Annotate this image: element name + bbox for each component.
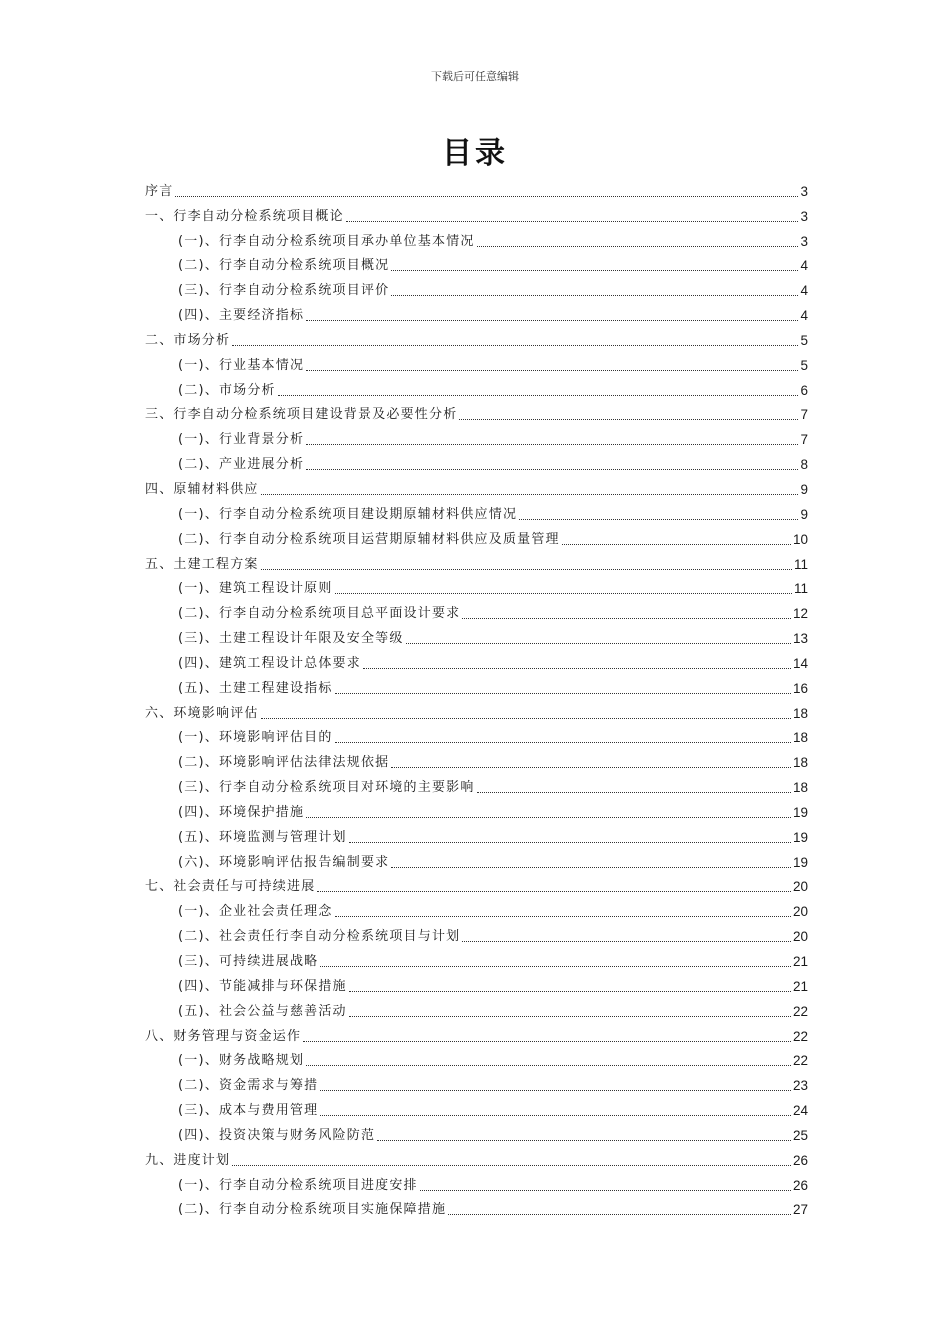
toc-page-number: 5 <box>800 332 808 348</box>
toc-dot-leader <box>303 1041 791 1042</box>
toc-dot-leader <box>349 1016 791 1017</box>
toc-dot-leader <box>519 519 798 520</box>
toc-page-number: 20 <box>792 904 808 920</box>
toc-dot-leader <box>377 1140 791 1141</box>
toc-entry-text: (三)、成本与费用管理 <box>178 1103 319 1119</box>
toc-entry[interactable] <box>145 1021 808 1046</box>
toc-entry[interactable] <box>145 474 808 499</box>
toc-dot-leader <box>261 718 791 719</box>
toc-dot-leader <box>335 916 791 917</box>
toc-entry-text: (三)、行李自动分检系统项目评价 <box>178 283 390 299</box>
toc-entry-text: 三、行李自动分检系统项目建设背景及必要性分析 <box>145 407 458 423</box>
toc-page-number: 20 <box>792 879 808 895</box>
toc-entry[interactable] <box>145 424 808 449</box>
toc-page-number: 6 <box>800 382 808 398</box>
toc-entry-text: (四)、建筑工程设计总体要求 <box>178 655 361 671</box>
toc-entry-text: 一、行李自动分检系统项目概论 <box>145 208 344 224</box>
toc-dot-leader <box>363 668 791 669</box>
toc-entry[interactable] <box>145 1145 808 1170</box>
toc-title: 目录 <box>442 136 508 171</box>
toc-entry-text: (二)、产业进展分析 <box>178 457 305 473</box>
toc-page-number: 3 <box>800 208 808 224</box>
toc-dot-leader <box>349 842 791 843</box>
toc-entry[interactable] <box>145 623 808 648</box>
toc-entry-text: (一)、企业社会责任理念 <box>178 904 333 920</box>
toc-entry[interactable] <box>145 300 808 325</box>
toc-entry-text: (四)、环境保护措施 <box>178 804 305 820</box>
toc-page-number: 22 <box>792 1053 808 1069</box>
toc-entry[interactable] <box>145 549 808 574</box>
toc-entry-text: (一)、行业基本情况 <box>178 357 305 373</box>
toc-page-number: 20 <box>792 929 808 945</box>
toc-dot-leader <box>459 419 798 420</box>
toc-entry[interactable] <box>145 524 808 549</box>
toc-entry-text: (五)、社会公益与慈善活动 <box>178 1003 347 1019</box>
toc-entry-text: 六、环境影响评估 <box>145 705 259 721</box>
toc-entry[interactable] <box>145 375 808 400</box>
toc-entry-text: 五、土建工程方案 <box>145 556 259 572</box>
toc-entry-text: (三)、可持续进展战略 <box>178 954 319 969</box>
toc-dot-leader <box>306 469 798 470</box>
toc-page-number: 21 <box>792 954 808 969</box>
toc-entry-text: 四、原辅材料供应 <box>145 481 259 497</box>
toc-page-number: 26 <box>792 1177 808 1193</box>
toc-page-number: 26 <box>792 1152 808 1168</box>
toc-entry[interactable] <box>145 921 808 946</box>
toc-entry[interactable] <box>145 350 808 375</box>
toc-entry[interactable] <box>145 574 808 599</box>
toc-dot-leader <box>306 370 798 371</box>
toc-page-number: 3 <box>800 233 808 249</box>
toc-dot-leader <box>391 767 791 768</box>
toc-page-number: 19 <box>792 854 808 870</box>
toc-dot-leader <box>391 867 791 868</box>
toc-entry-text: (六)、环境影响评估报告编制要求 <box>178 854 390 870</box>
toc-dot-leader <box>320 1090 791 1091</box>
toc-page-number: 16 <box>792 680 808 696</box>
toc-entry-text: (五)、环境监测与管理计划 <box>178 829 347 845</box>
toc-entry-text: (二)、社会责任行李自动分检系统项目与计划 <box>178 929 461 945</box>
toc-page-number: 8 <box>800 457 808 473</box>
toc-page-number: 18 <box>792 755 808 771</box>
toc-entry[interactable] <box>145 325 808 350</box>
toc-entry-text: (一)、建筑工程设计原则 <box>178 581 333 597</box>
toc-entry-text: (一)、行李自动分检系统项目承办单位基本情况 <box>178 233 475 249</box>
toc-entry-text: (二)、行李自动分检系统项目总平面设计要求 <box>178 606 461 622</box>
toc-entry-text: (二)、市场分析 <box>178 382 276 398</box>
toc-entry[interactable] <box>145 996 808 1021</box>
toc-entry[interactable] <box>145 797 808 822</box>
toc-entry[interactable] <box>145 176 808 201</box>
toc-entry-text: (四)、投资决策与财务风险防范 <box>178 1127 376 1143</box>
toc-dot-leader <box>232 1165 791 1166</box>
toc-entry[interactable] <box>145 449 808 474</box>
toc-entry[interactable] <box>145 698 808 723</box>
toc-dot-leader <box>391 295 798 296</box>
toc-entry-text: (五)、土建工程建设指标 <box>178 680 333 696</box>
toc-dot-leader <box>477 792 791 793</box>
toc-dot-leader <box>320 966 791 967</box>
toc-entry-text: (二)、资金需求与筹措 <box>178 1078 319 1094</box>
toc-entry[interactable] <box>145 275 808 300</box>
toc-dot-leader <box>232 345 798 346</box>
toc-page-number: 18 <box>792 730 808 746</box>
toc-entry-text: 二、市场分析 <box>145 332 231 348</box>
toc-dot-leader <box>391 270 798 271</box>
toc-entry[interactable] <box>145 201 808 226</box>
toc-entry[interactable] <box>145 400 808 425</box>
toc-entry[interactable] <box>145 1046 808 1071</box>
toc-entry[interactable] <box>145 1120 808 1145</box>
toc-entry-text: (四)、节能减排与环保措施 <box>178 978 347 994</box>
toc-entry-text: (一)、财务战略规划 <box>178 1053 305 1069</box>
toc-dot-leader <box>261 569 792 570</box>
toc-entry-text: (一)、行李自动分检系统项目进度安排 <box>178 1177 418 1193</box>
toc-page-number: 19 <box>792 804 808 820</box>
toc-dot-leader <box>346 221 799 222</box>
toc-entry-text: (四)、主要经济指标 <box>178 308 305 324</box>
toc-page-number: 10 <box>792 531 808 547</box>
toc-entry[interactable] <box>145 1070 808 1095</box>
toc-dot-leader <box>278 395 799 396</box>
toc-dot-leader <box>462 618 791 619</box>
toc-page-number: 7 <box>800 432 808 448</box>
toc-page-number: 4 <box>800 283 808 299</box>
toc-entry-text: 八、财务管理与资金运作 <box>145 1028 302 1044</box>
toc-entry[interactable] <box>145 648 808 673</box>
toc-page-number: 11 <box>793 581 808 597</box>
toc-entry[interactable] <box>145 723 808 748</box>
toc-entry-text: (三)、土建工程设计年限及安全等级 <box>178 631 404 647</box>
toc-entry[interactable] <box>145 1095 808 1120</box>
toc-page-number: 9 <box>800 481 808 497</box>
toc-entry[interactable] <box>145 896 808 921</box>
toc-entry[interactable] <box>145 499 808 524</box>
toc-page-number: 13 <box>792 631 808 647</box>
toc-entry-text: (二)、环境影响评估法律法规依据 <box>178 755 390 771</box>
toc-dot-leader <box>335 693 791 694</box>
toc-entry-text: 九、进度计划 <box>145 1152 231 1168</box>
toc-entry[interactable] <box>145 1170 808 1195</box>
toc-page-number: 14 <box>792 655 808 671</box>
toc-dot-leader <box>317 891 791 892</box>
toc-entry[interactable] <box>145 946 808 971</box>
toc-entry[interactable] <box>145 673 808 698</box>
toc-page-number: 24 <box>792 1103 808 1119</box>
toc-page-number: 18 <box>792 705 808 721</box>
toc-dot-leader <box>306 817 791 818</box>
toc-entry[interactable] <box>145 1195 808 1220</box>
toc-entry-text: 序言 <box>145 183 174 199</box>
toc-dot-leader <box>462 941 791 942</box>
toc-page-number: 4 <box>800 308 808 324</box>
toc-dot-leader <box>175 196 798 197</box>
toc-entry-text: (一)、行李自动分检系统项目建设期原辅材料供应情况 <box>178 506 518 522</box>
toc-entry[interactable] <box>145 251 808 276</box>
toc-page-number: 4 <box>800 258 808 274</box>
toc-entry[interactable] <box>145 971 808 996</box>
toc-dot-leader <box>306 320 798 321</box>
toc-dot-leader <box>306 444 798 445</box>
toc-page-number: 19 <box>792 829 808 845</box>
toc-entry[interactable] <box>145 822 808 847</box>
toc-dot-leader <box>335 742 791 743</box>
toc-page-number: 11 <box>793 556 808 572</box>
toc-page-number: 27 <box>792 1202 808 1218</box>
toc-dot-leader <box>420 1190 791 1191</box>
toc-page-number: 22 <box>792 1003 808 1019</box>
toc-entry[interactable] <box>145 598 808 623</box>
toc-dot-leader <box>477 246 799 247</box>
toc-entry[interactable] <box>145 226 808 251</box>
toc-entry-text: (一)、行业背景分析 <box>178 432 305 448</box>
toc-dot-leader <box>261 494 799 495</box>
toc-page-number: 25 <box>792 1127 808 1143</box>
toc-entry[interactable] <box>145 872 808 897</box>
toc-entry[interactable] <box>145 772 808 797</box>
header-note: 下载后可任意编辑 <box>431 70 519 83</box>
toc-entry-text: (一)、环境影响评估目的 <box>178 730 333 746</box>
toc-page-number: 22 <box>792 1028 808 1044</box>
toc-dot-leader <box>406 643 791 644</box>
table-of-contents <box>145 176 808 1219</box>
toc-page-number: 23 <box>792 1078 808 1094</box>
toc-entry-text: (二)、行李自动分检系统项目概况 <box>178 258 390 274</box>
toc-page-number: 5 <box>800 357 808 373</box>
toc-entry-text: (三)、行李自动分检系统项目对环境的主要影响 <box>178 780 475 796</box>
toc-page-number: 21 <box>792 978 808 994</box>
toc-dot-leader <box>349 991 791 992</box>
toc-dot-leader <box>335 593 792 594</box>
toc-page-number: 18 <box>792 780 808 796</box>
toc-page-number: 12 <box>792 606 808 622</box>
toc-entry-text: (二)、行李自动分检系统项目实施保障措施 <box>178 1202 447 1218</box>
toc-dot-leader <box>320 1115 791 1116</box>
toc-dot-leader <box>306 1065 791 1066</box>
toc-entry-text: 七、社会责任与可持续进展 <box>145 879 316 895</box>
toc-entry[interactable] <box>145 747 808 772</box>
toc-dot-leader <box>562 544 791 545</box>
toc-page-number: 3 <box>800 183 808 199</box>
toc-page-number: 9 <box>800 506 808 522</box>
toc-entry[interactable] <box>145 847 808 872</box>
toc-page-number: 7 <box>800 407 808 423</box>
toc-dot-leader <box>448 1214 791 1215</box>
toc-entry-text: (二)、行李自动分检系统项目运营期原辅材料供应及质量管理 <box>178 531 560 547</box>
